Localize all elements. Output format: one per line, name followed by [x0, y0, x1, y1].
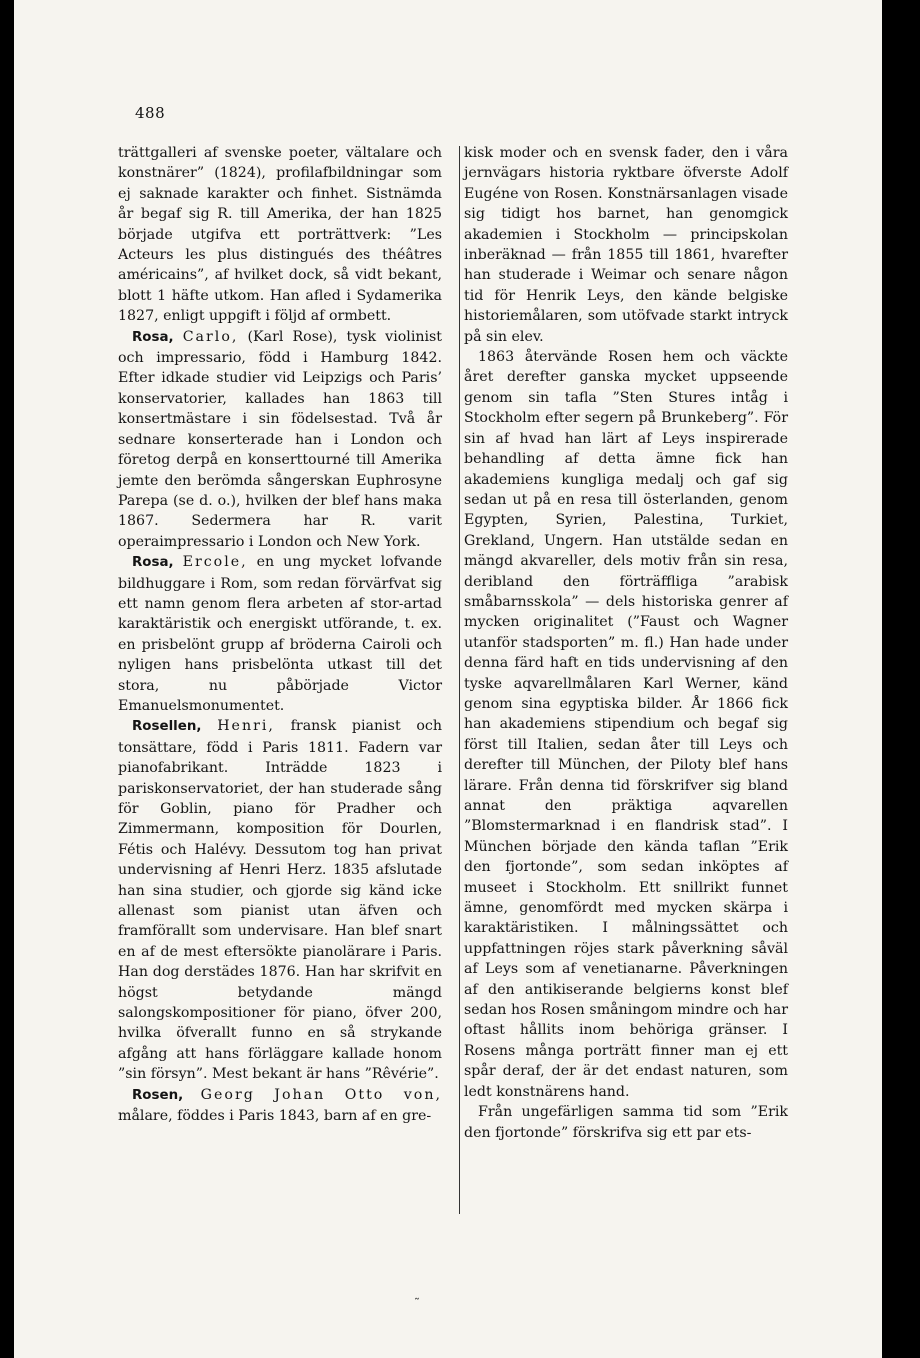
- entry-given-name: Georg Johan Otto von,: [200, 1086, 442, 1103]
- scan-border: [0, 0, 14, 1358]
- paragraph-continuation: trättgalleri af svenske poeter, vältalare och konstnärer” (1824), profilafbildningar som ej saknade karakter och finhet. Sistnämda år begaf sig R. till Amerika, der han 1825 började utgifva ett porträttverk: ”Les Acteurs les plus distingués des théâtres américains”, af hvilket dock, så vidt bekant, blott 1 häfte utkom. Han afled i Sydamerika 1827, enligt uppgift i följd af ormbett.: [118, 145, 442, 325]
- paragraph: Från ungefärligen samma tid som ”Erik den fjortonde” förskrifva sig ett par ets-: [464, 1104, 788, 1141]
- entry-text: en ung mycket lofvande bildhuggare i Rom, som redan förvärfvat sig ett namn genom flera arbeten af stor-artad karaktäristik och energiskt utförande, t. ex. en prisbelönt grupp af bröderna Cairoli och nyligen hans prisbelönta utkast till det stora, nu påbörjade Victor Emanuelsmonumentet.: [118, 554, 443, 714]
- entry-text: (Karl Rose), tysk violinist och impressario, född i Hamburg 1842. Efter idkade studier vid Leipzigs och Paris’ konservatorier, kallades han 1863 till konsertmästare i sin födelsestad. Två år sednare konserterade han i London och företog derpå en konserttourné till Amerika jemte den berömda sångerskan Euphrosyne Parepa (se d. o.), hvilken der blef hans maka 1867. Sedermera har R. varit operaimpressario i London och New York.: [118, 328, 443, 550]
- entry-headword: Rosa,: [132, 329, 174, 345]
- entry-text: fransk pianist och tonsättare, född i Paris 1811. Fadern var pianofabrikant. Inträdde 1823 i pariskonservatoriet, der han studerade sång för Goblin, piano för Pradher och Zimmermann, komposition för Dourlen, Fétis och Halévy. Dessutom tog han privat undervisning af Henri Herz. 1835 afslutade han sina studier, och gjorde sig känd icke allenast som pianist utan äfven och framförallt som undervisare. Han blef snart en af de mest eftersökte pianolärare i Paris. Han dog derstädes 1876. Han har skrifvit en högst betydande mängd salongskompositioner för piano, öfver 200, hvilka öfverallt funno en så strykande afgång att hans förläggare kallade honom ”sin försyn”. Mest bekant är hans ”Rêvérie”.: [118, 718, 442, 1083]
- right-column: [464, 143, 788, 1143]
- paragraph: 1863 återvände Rosen hem och väckte året derefter ganska mycket uppseende genom sin tafla ”Sten Stures intåg i Stockholm efter segern på Brunkeberg”. För sin af hvad han lärt af Leys inspirerade behandling af detta ämne fick han akademiens kungliga medalj och gaf sig sedan ut på en resa till österlanden, genom Egypten, Syrien, Palestina, Turkiet, Grekland, Ungern. Han utstälde sedan en mängd akvareller, dels motiv från sin resa, deribland den förträffliga ”arabisk småbarnsskola” — dels historiska genrer af mycken originalitet (”Faust och Wagner utanför stadsporten” m. fl.) Han hade under denna färd haft en tids undervisning af den tyske aqvarellmålaren Karl Werner, känd genom sina egyptiska bilder. År 1866 fick han akademiens stipendium och begaf sig först till Italien, sedan åter till Leys och derefter till München, der Piloty blef hans lärare. Från denna tid förskrifver sig bland annat den präktiga aqvarellen ”Blomstermarknad i en flandrisk stad”. I München började den kända taflan ”Erik den fjortonde”, som sedan inköptes af museet i Stockholm. Ett snillrikt funnet ämne, genomfördt med mycken skärpa i karaktäristiken. I målningssättet och uppfattningen röjes stark påverkning såväl af Leys som af venetianarne. Påverkningen af den antikiserande belgierns konst blef sedan hos Rosen småningom mindre och har oftast hållits inom behöriga gränser. I Rosens många porträtt finner man ej ett spår deraf, der är det endast naturen, som ledt konstnärens hand.: [464, 349, 788, 1100]
- entry-rosa-carlo: [118, 327, 442, 552]
- entry-headword: Rosa,: [132, 555, 174, 571]
- scan-speck: ˷: [414, 1286, 420, 1300]
- entry-rosen: [118, 1085, 442, 1127]
- entry-given-name: Ercole,: [182, 554, 248, 571]
- entry-given-name: Carlo,: [182, 328, 239, 345]
- entry-headword: Rosen,: [132, 1087, 184, 1103]
- entry-rosellen: [118, 716, 442, 1084]
- entry-headword: Rosellen,: [132, 719, 202, 735]
- left-column: [118, 143, 442, 1127]
- page-number: 488: [135, 104, 166, 122]
- entry-given-name: Henri,: [217, 718, 275, 735]
- entry-text: målare, föddes i Paris 1843, barn af en gre-: [118, 1108, 432, 1125]
- column-divider: [459, 146, 460, 1214]
- entry-rosa-ercole: [118, 552, 442, 716]
- paragraph-continuation: kisk moder och en svensk fader, den i våra jernvägars historia ryktbare öfverste Adolf Eugéne von Rosen. Konstnärsanlagen visade sig tidigt hos barnet, han genomgick akademien i Stockholm — principskolan inberäknad — från 1855 till 1861, hvarefter han studerade i Weimar och senare någon tid för Henrik Leys, den kände belgiske historiemålaren, som utöfvade starkt intryck på sin elev.: [464, 145, 788, 345]
